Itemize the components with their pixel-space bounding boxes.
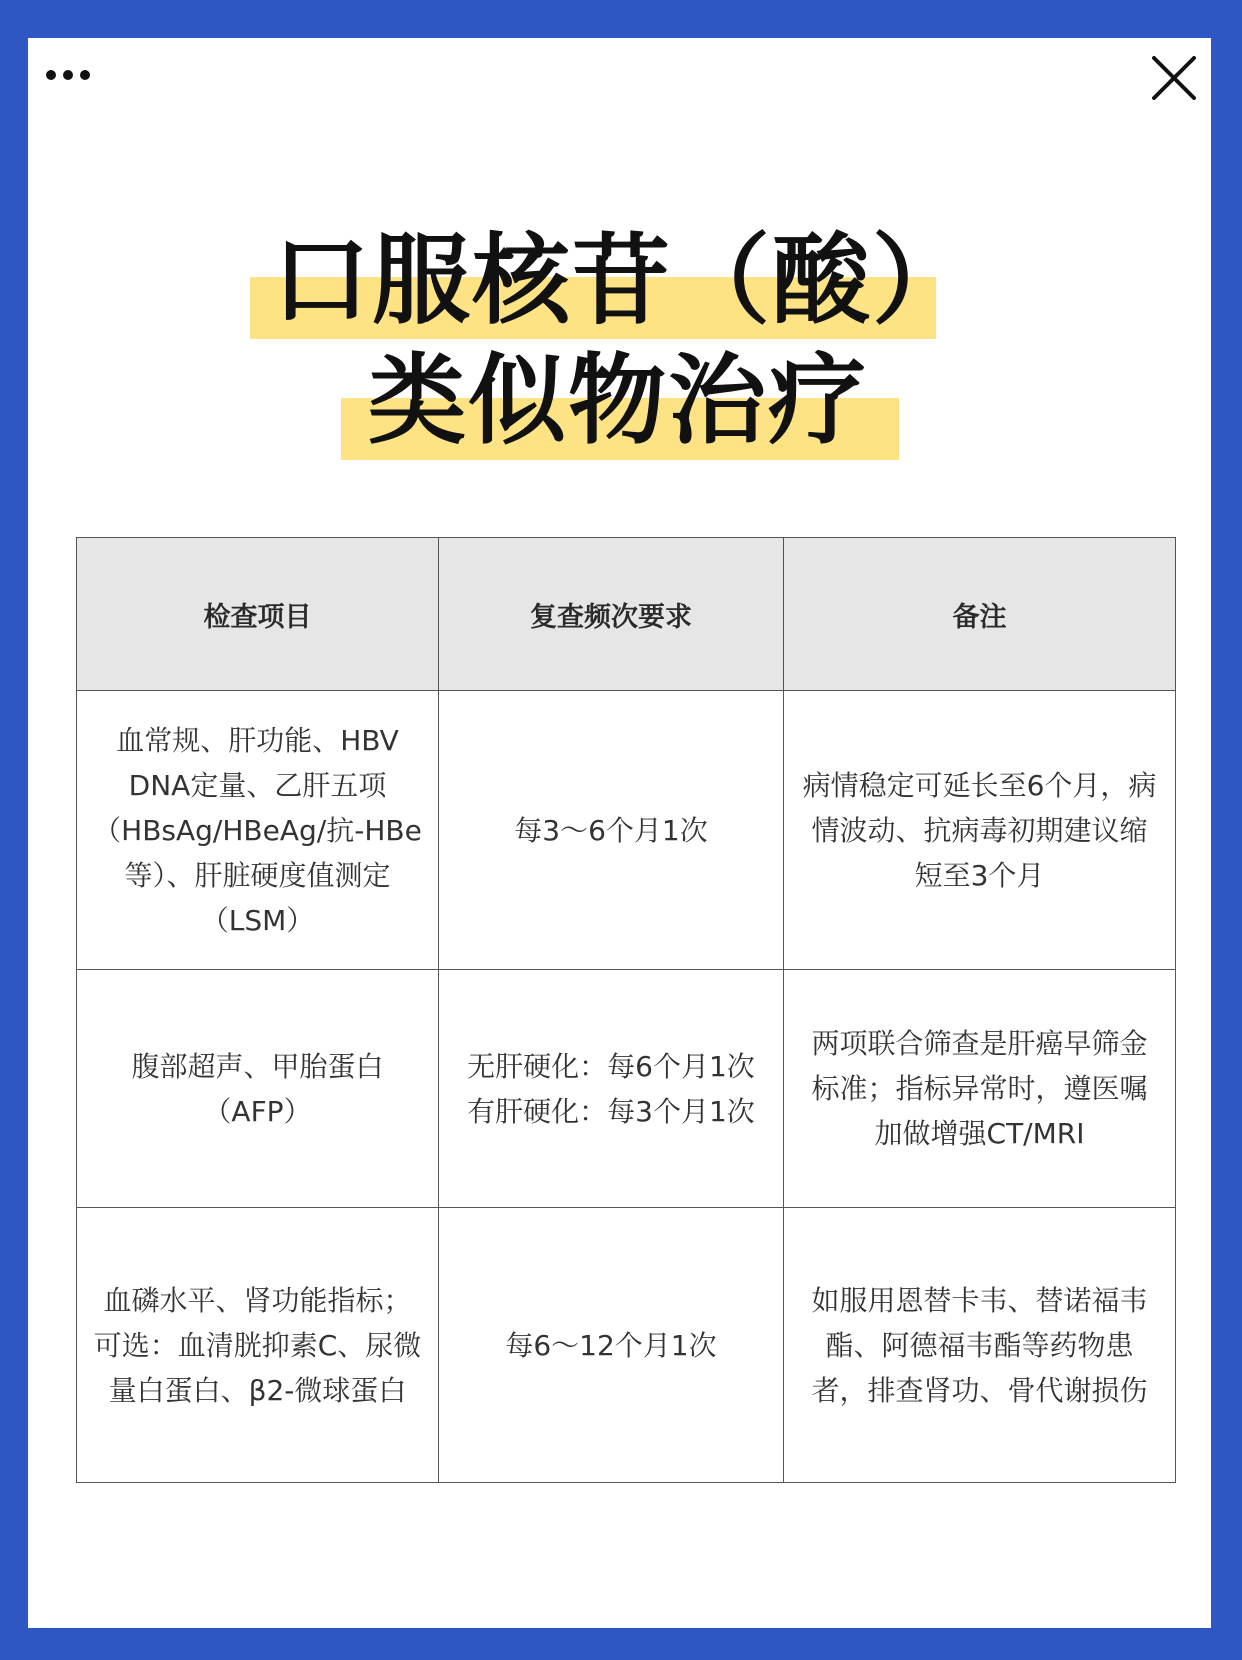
page-title-line-1: 口服核苷（酸） bbox=[272, 224, 973, 338]
header-frequency: 复查频次要求 bbox=[439, 538, 784, 691]
header-note: 备注 bbox=[784, 538, 1176, 691]
cell-text: 病情稳定可延长至6个月，病 bbox=[802, 768, 1157, 802]
more-options-icon[interactable] bbox=[46, 60, 100, 90]
close-icon[interactable] bbox=[1150, 54, 1198, 102]
cell-text: 情波动、抗病毒初期建议缩 bbox=[811, 813, 1148, 847]
cell-text: 可选：血清胱抑素C、尿微 bbox=[93, 1328, 422, 1362]
cell-note bbox=[784, 1208, 1176, 1483]
cell-text: 量白蛋白、β2-微球蛋白 bbox=[108, 1373, 407, 1407]
cell-text: 血常规、肝功能、HBV bbox=[116, 723, 399, 757]
cell-text: 每3～6个月1次 bbox=[514, 813, 708, 847]
more-dot bbox=[80, 70, 90, 80]
cell-text: 加做增强CT/MRI bbox=[874, 1117, 1085, 1150]
cell-note bbox=[784, 691, 1176, 970]
cell-text: DNA定量、乙肝五项 bbox=[128, 768, 387, 802]
cell-exam-item bbox=[77, 691, 439, 970]
cell-text: 有肝硬化：每3个月1次 bbox=[467, 1094, 755, 1128]
cell-text: 标准；指标异常时，遵医嘱 bbox=[811, 1072, 1148, 1105]
table-row bbox=[77, 970, 1176, 1208]
cell-frequency bbox=[439, 691, 784, 970]
cell-text: 者，排查肾功、骨代谢损伤 bbox=[811, 1373, 1148, 1407]
cell-exam-item bbox=[77, 970, 439, 1208]
cell-text: 腹部超声、甲胎蛋白 bbox=[131, 1049, 384, 1083]
cell-text: （AFP） bbox=[203, 1094, 312, 1128]
cell-text: 如服用恩替卡韦、替诺福韦 bbox=[811, 1283, 1148, 1317]
cell-text: 血磷水平、肾功能指标； bbox=[103, 1283, 412, 1317]
cell-frequency bbox=[439, 1208, 784, 1483]
cell-text: （LSM） bbox=[200, 903, 315, 937]
cell-text: 短至3个月 bbox=[914, 858, 1045, 892]
exam-schedule-table bbox=[76, 537, 1176, 1483]
cell-text: 每6～12个月1次 bbox=[505, 1328, 717, 1362]
more-dot bbox=[63, 70, 73, 80]
table-row bbox=[77, 691, 1176, 970]
page-title-line-2: 类似物治疗 bbox=[368, 344, 869, 458]
cell-exam-item bbox=[77, 1208, 439, 1483]
cell-text: 酯、阿德福韦酯等药物患 bbox=[825, 1328, 1134, 1362]
cell-text: 两项联合筛查是肝癌早筛金 bbox=[811, 1027, 1148, 1060]
cell-note bbox=[784, 970, 1176, 1208]
cell-text: （HBsAg/HBeAg/抗-HBe bbox=[93, 813, 422, 847]
cell-text: 无肝硬化：每6个月1次 bbox=[467, 1049, 755, 1083]
table-header-row bbox=[77, 538, 1176, 691]
cell-frequency bbox=[439, 970, 784, 1208]
cell-text: 等）、肝脏硬度值测定 bbox=[124, 858, 391, 892]
table-row bbox=[77, 1208, 1176, 1483]
more-dot bbox=[46, 70, 56, 80]
header-exam-item: 检查项目 bbox=[77, 538, 439, 691]
